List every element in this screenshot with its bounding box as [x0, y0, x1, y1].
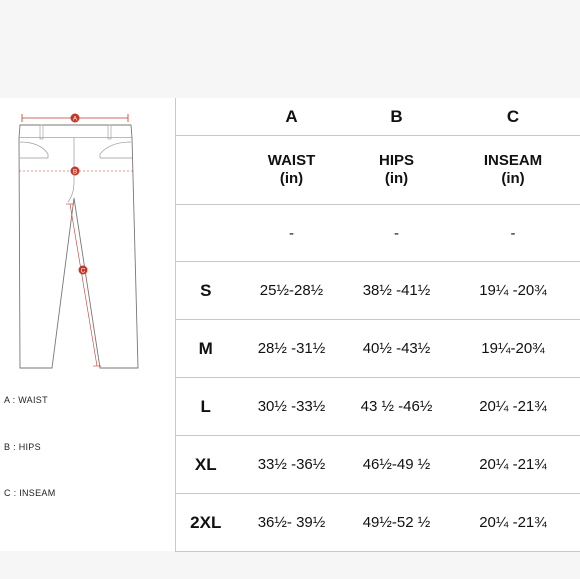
inseam-value: 20¼ -21¾ — [446, 494, 580, 552]
pants-diagram — [0, 98, 175, 388]
column-letter-a: A — [236, 98, 348, 136]
table-row — [176, 262, 580, 320]
hips-value: 40½ -43½ — [348, 320, 446, 378]
column-letter-row — [176, 98, 580, 136]
bottom-background-band — [0, 551, 580, 579]
column-header-row — [176, 136, 580, 205]
waist-value: 33½ -36½ — [236, 436, 348, 494]
column-letter-b: B — [348, 98, 446, 136]
waist-value: 25½-28½ — [236, 262, 348, 320]
inseam-value: 20¼ -21¾ — [446, 436, 580, 494]
hips-value: 38½ -41½ — [348, 262, 446, 320]
inseam-value: 20¼ -21¾ — [446, 378, 580, 436]
inseam-header — [446, 136, 580, 205]
size-label: M — [176, 320, 236, 378]
waistband-outline — [19, 125, 132, 138]
blank-cell — [176, 98, 236, 136]
table-row — [176, 494, 580, 552]
legend-hips: B : HIPS — [4, 442, 41, 452]
marker-a — [71, 114, 80, 123]
waist-value: 28½ -31½ — [236, 320, 348, 378]
size-chart-table — [175, 98, 580, 552]
size-label: S — [176, 262, 236, 320]
waist-header-unit: (in) — [279, 170, 304, 187]
hips-header-unit: (in) — [384, 170, 409, 187]
placeholder-cell: - — [446, 205, 580, 262]
inseam-value: 19¼ -20¾ — [446, 262, 580, 320]
inseam-header-unit: (in) — [501, 170, 525, 187]
waist-header — [236, 136, 348, 205]
size-label: L — [176, 378, 236, 436]
column-letter-c: C — [446, 98, 580, 136]
placeholder-row — [176, 205, 580, 262]
inseam-value: 19¼-20¾ — [446, 320, 580, 378]
blank-cell — [176, 205, 236, 262]
table-row — [176, 378, 580, 436]
waist-value: 30½ -33½ — [236, 378, 348, 436]
legend-inseam: C : INSEAM — [4, 488, 56, 498]
table-row — [176, 320, 580, 378]
hips-header — [348, 136, 446, 205]
placeholder-cell: - — [348, 205, 446, 262]
top-background-band — [0, 0, 580, 98]
legend-waist: A : WAIST — [4, 395, 48, 405]
size-label: XL — [176, 436, 236, 494]
blank-cell — [176, 136, 236, 205]
waist-value: 36½- 39½ — [236, 494, 348, 552]
hips-value: 46½-49 ½ — [348, 436, 446, 494]
svg-text:C: C — [80, 267, 86, 275]
hips-value: 49½-52 ½ — [348, 494, 446, 552]
hips-value: 43 ½ -46½ — [348, 378, 446, 436]
svg-text:B: B — [72, 168, 78, 176]
waist-header-label: WAIST — [267, 152, 316, 169]
size-label: 2XL — [176, 494, 236, 552]
hips-header-label: HIPS — [378, 152, 414, 169]
table-row — [176, 436, 580, 494]
inseam-header-label: INSEAM — [483, 152, 543, 169]
placeholder-cell: - — [236, 205, 348, 262]
svg-text:A: A — [72, 115, 78, 123]
